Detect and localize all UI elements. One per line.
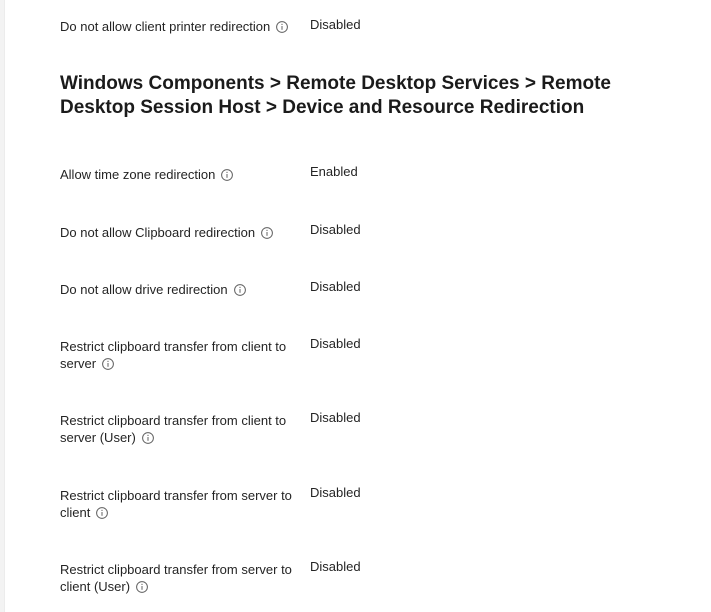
info-icon[interactable] xyxy=(102,358,114,370)
setting-label: Restrict clipboard transfer from server to client (User) xyxy=(60,562,292,594)
setting-row-client-printer-redirection xyxy=(60,16,660,35)
section-heading: Windows Components > Remote Desktop Services > Remote Desktop Session Host > Device and Resource Redirection xyxy=(60,73,611,118)
setting-label-wrap xyxy=(60,338,298,372)
setting-value: Disabled xyxy=(310,485,361,500)
setting-label: Restrict clipboard transfer from server to client xyxy=(60,488,292,520)
setting-value: Enabled xyxy=(310,164,358,179)
setting-label-wrap xyxy=(60,412,298,446)
setting-label-wrap xyxy=(60,561,298,595)
info-icon[interactable] xyxy=(136,581,148,593)
info-icon[interactable] xyxy=(234,284,246,296)
setting-value: Disabled xyxy=(310,222,361,237)
setting-label-wrap xyxy=(60,224,298,241)
setting-value: Disabled xyxy=(310,410,361,425)
setting-value: Disabled xyxy=(310,559,361,574)
setting-row-clipboard-server-to-client xyxy=(60,484,660,521)
setting-label-wrap xyxy=(60,281,298,298)
info-icon[interactable] xyxy=(261,227,273,239)
setting-value: Disabled xyxy=(310,279,361,294)
setting-row-time-zone-redirection xyxy=(60,163,660,183)
info-icon[interactable] xyxy=(221,169,233,181)
info-icon[interactable] xyxy=(96,507,108,519)
setting-label: Do not allow Clipboard redirection xyxy=(60,225,256,240)
setting-label: Do not allow client printer redirection xyxy=(60,19,271,34)
setting-label: Do not allow drive redirection xyxy=(60,282,228,297)
setting-label-wrap xyxy=(60,487,298,521)
setting-row-clipboard-client-to-server-user xyxy=(60,409,660,446)
setting-value: Disabled xyxy=(310,336,361,351)
setting-row-drive-redirection xyxy=(60,278,660,298)
info-icon[interactable] xyxy=(276,21,288,33)
setting-label: Restrict clipboard transfer from client to server (User) xyxy=(60,413,287,445)
setting-row-clipboard-redirection xyxy=(60,221,660,241)
panel-left-border xyxy=(0,0,5,612)
setting-value: Disabled xyxy=(310,17,361,32)
setting-label-wrap xyxy=(60,18,298,35)
setting-label: Restrict clipboard transfer from client to server xyxy=(60,339,287,371)
setting-row-clipboard-client-to-server xyxy=(60,335,660,372)
setting-label: Allow time zone redirection xyxy=(60,167,216,182)
info-icon[interactable] xyxy=(142,432,154,444)
setting-row-clipboard-server-to-client-user xyxy=(60,558,660,595)
setting-label-wrap xyxy=(60,166,298,183)
